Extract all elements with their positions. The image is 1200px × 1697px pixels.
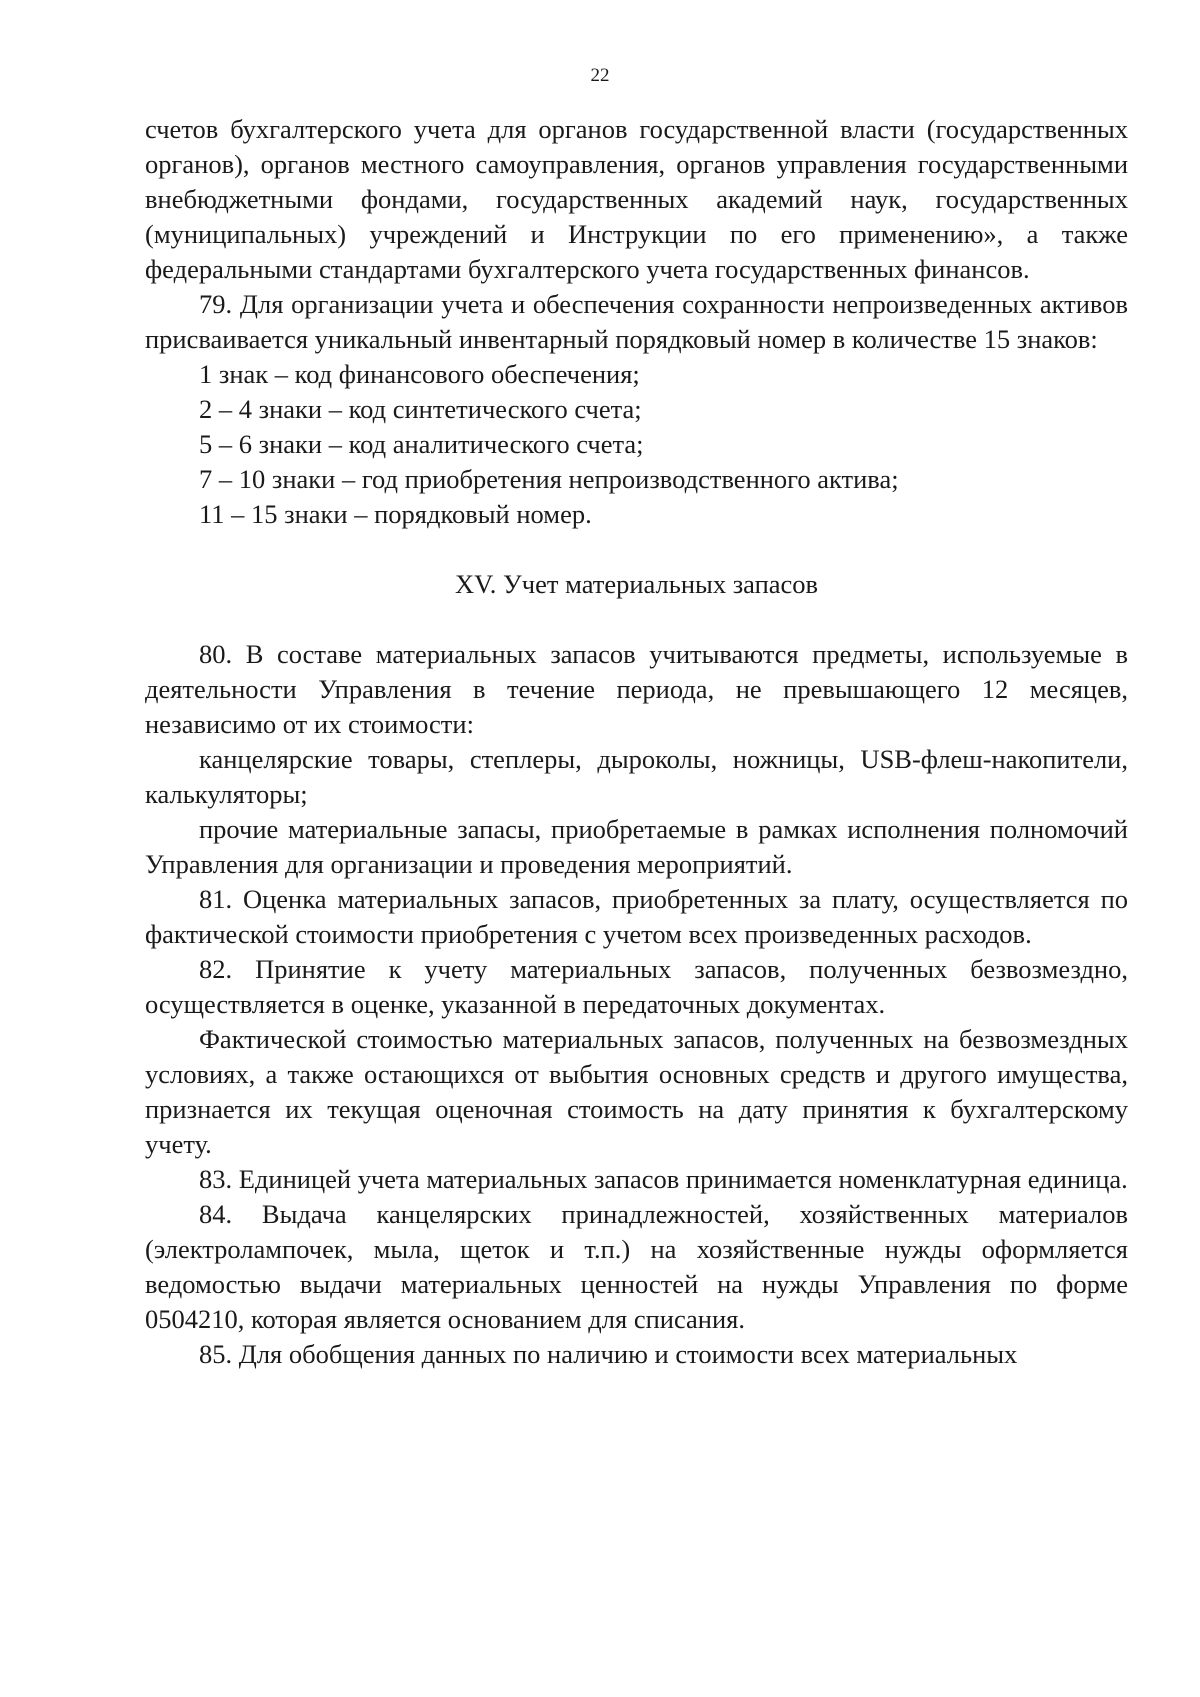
list-item: 5 – 6 знаки – код аналитического счета;	[199, 429, 644, 459]
list-item: 2 – 4 знаки – код синтетического счета;	[199, 394, 642, 424]
paragraph-80-item-1: канцелярские товары, степлеры, дыроколы, ножницы, USB-флеш-накопители, калькуляторы;	[145, 744, 1128, 809]
paragraph-84: 84. Выдача канцелярских принадлежностей, хозяйственных материалов (электролампочек, мыла, щеток и т.п.) на хозяйственные нужды оформляется ведомостью выдачи материальных ценностей на нужды Управления по форме 0504210, которая является основанием для списания.	[145, 1199, 1128, 1334]
paragraph-82-cont: Фактической стоимостью материальных запасов, полученных на безвозмездных условиях, а также остающихся от выбытия основных средств и другого имущества, признается их текущая оценочная стоимость на дату принятия к бухгалтерскому учету.	[145, 1024, 1128, 1159]
paragraph-80-item-2: прочие материальные запасы, приобретаемые в рамках исполнения полномочий Управления для организации и проведения мероприятий.	[145, 814, 1128, 879]
list-item: 11 – 15 знаки – порядковый номер.	[199, 499, 592, 529]
page-number: 22	[590, 65, 610, 86]
inventory-code-list	[145, 357, 1128, 532]
list-item: 1 знак – код финансового обеспечения;	[199, 359, 640, 389]
paragraph-82: 82. Принятие к учету материальных запасов, полученных безвозмездно, осуществляется в оценке, указанной в передаточных документах.	[145, 954, 1128, 1019]
paragraph-80: 80. В составе материальных запасов учитываются предметы, используемые в деятельности Управления в течение периода, не превышающего 12 месяцев, независимо от их стоимости:	[145, 639, 1128, 739]
paragraph-83: 83. Единицей учета материальных запасов принимается номенклатурная единица.	[199, 1164, 1128, 1194]
list-item: 7 – 10 знаки – год приобретения непроизводственного актива;	[199, 464, 899, 494]
document-body	[145, 112, 1128, 1372]
section-heading: XV. Учет материальных запасов	[454, 569, 819, 599]
paragraph-85: 85. Для обобщения данных по наличию и стоимости всех материальных	[199, 1339, 1018, 1369]
paragraph-continuation: счетов бухгалтерского учета для органов государственной власти (государственных органов), органов местного самоуправления, органов управления государственными внебюджетными фондами, государственных академий наук, государственных (муниципальных) учреждений и Инструкции по его применению», а также федеральными стандартами бухгалтерского учета государственных финансов.	[145, 114, 1128, 284]
paragraph-81: 81. Оценка материальных запасов, приобретенных за плату, осуществляется по фактической стоимости приобретения с учетом всех произведенных расходов.	[145, 884, 1128, 949]
paragraph-79: 79. Для организации учета и обеспечения сохранности непроизведенных активов присваивается уникальный инвентарный порядковый номер в количестве 15 знаков:	[145, 289, 1128, 354]
